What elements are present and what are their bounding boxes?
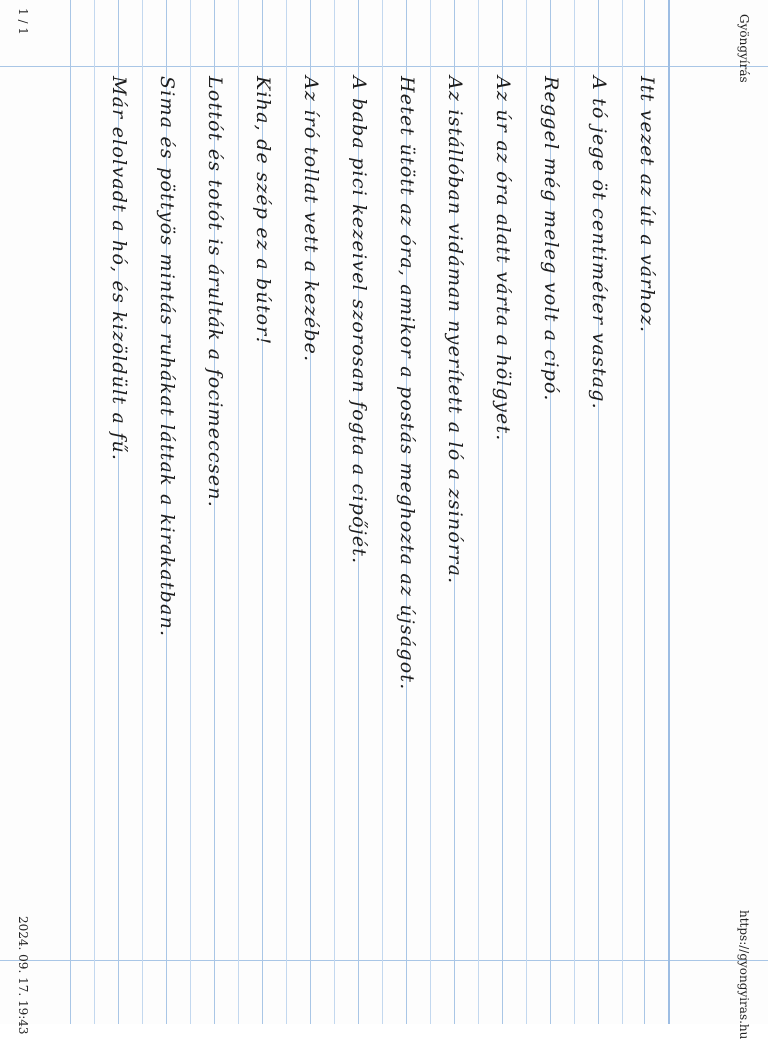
- sentence-line: Hetet ütött az óra, amikor a postás meghozta az újságot.: [396, 76, 418, 691]
- sentence-line: Sima és pöttyös mintás ruhákat láttak a kirakatban.: [156, 76, 178, 638]
- writing-line: [526, 0, 527, 1024]
- margin-line: [668, 0, 670, 1024]
- writing-line: [622, 0, 623, 1024]
- sentence-line: Az úr az óra alatt várta a hölgyet.: [492, 76, 514, 442]
- writing-line: [430, 0, 431, 1024]
- writing-line: [142, 0, 143, 1024]
- brand-title: Gyöngyírás: [737, 14, 751, 83]
- sentence-line: Lottót és totót is árulták a focimeccsen.: [204, 76, 226, 508]
- sentence-line: Már elolvadt a hó, és kizöldült a fű.: [108, 76, 130, 462]
- print-timestamp: 2024. 09. 17. 19:43: [16, 916, 30, 1035]
- sentence-line: Reggel még meleg volt a cipó.: [540, 76, 562, 402]
- writing-line: [190, 0, 191, 1024]
- sentence-line: Kiha, de szép ez a bútor!: [252, 76, 274, 346]
- writing-line: [70, 0, 71, 1024]
- writing-line: [94, 0, 95, 1024]
- header-rule: [0, 66, 768, 67]
- url-footer: https://gyongyiras.hu: [737, 910, 751, 1039]
- sentence-line: A baba pici kezeivel szorosan fogta a cipőjét.: [348, 76, 370, 565]
- writing-line: [478, 0, 479, 1024]
- sentence-line: A tó jege öt centiméter vastag.: [588, 76, 610, 410]
- sentence-line: Itt vezet az út a várhoz.: [636, 76, 658, 334]
- writing-line: [382, 0, 383, 1024]
- writing-line: [334, 0, 335, 1024]
- sentence-line: Az istállóban vidáman nyerített a ló a zsinórra.: [444, 76, 466, 585]
- sentence-line: Az író tollat vett a kezébe.: [300, 76, 322, 363]
- footer-rule: [0, 960, 768, 961]
- writing-line: [286, 0, 287, 1024]
- writing-line: [238, 0, 239, 1024]
- page-indicator: 1 / 1: [16, 8, 30, 35]
- writing-line: [574, 0, 575, 1024]
